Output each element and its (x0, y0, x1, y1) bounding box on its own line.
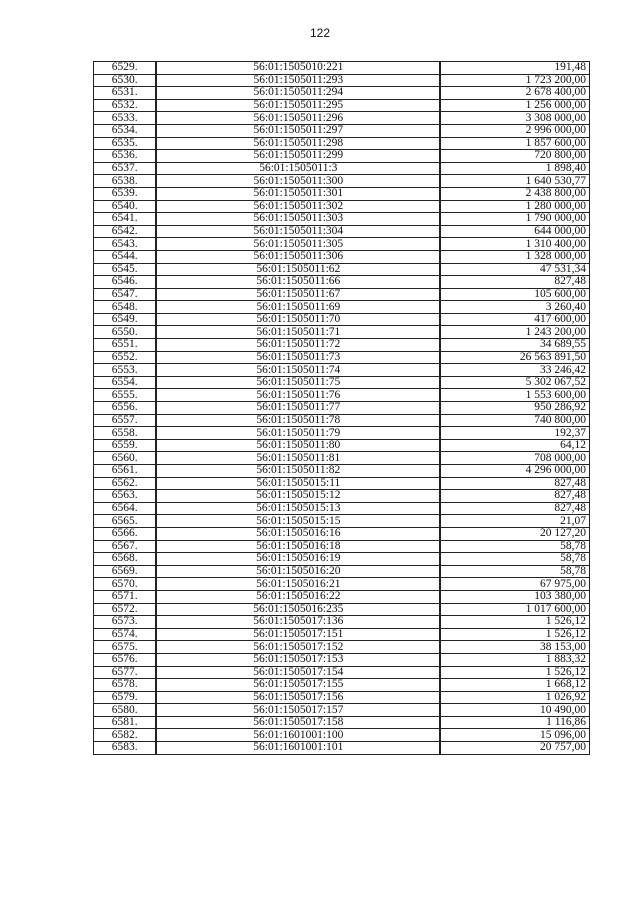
cadastral-number-cell: 56:01:1505011:77 (157, 402, 440, 415)
cadastral-value-cell: 2 678 400,00 (441, 87, 590, 100)
cadastral-number-cell: 56:01:1505011:82 (157, 465, 440, 478)
cadastral-number-cell: 56:01:1505011:74 (157, 364, 440, 377)
cadastral-value-cell: 827,48 (441, 477, 590, 490)
cadastral-value-cell: 58,78 (441, 565, 590, 578)
cadastral-number-cell: 56:01:1505015:13 (157, 502, 440, 515)
cadastral-value-cell: 2 996 000,00 (441, 124, 590, 137)
cadastral-value-cell: 5 302 067,52 (441, 376, 590, 389)
cadastral-number-cell: 56:01:1505017:155 (157, 679, 440, 692)
cadastral-number-cell: 56:01:1505011:300 (157, 175, 440, 188)
cadastral-value-cell: 20 127,20 (441, 527, 590, 540)
cadastral-number-cell: 56:01:1505015:15 (157, 515, 440, 528)
table-row (94, 112, 590, 125)
cadastral-number-cell: 56:01:1505017:158 (157, 716, 440, 729)
table-row (94, 124, 590, 137)
row-number-cell: 6557. (94, 414, 156, 427)
row-number-cell: 6556. (94, 402, 156, 415)
row-number-cell: 6540. (94, 200, 156, 213)
table-row (94, 477, 590, 490)
cadastral-value-cell: 1 857 600,00 (441, 137, 590, 150)
cadastral-number-cell: 56:01:1505017:152 (157, 641, 440, 654)
table-row (94, 427, 590, 440)
cadastral-value-cell: 192,37 (441, 427, 590, 440)
cadastral-number-cell: 56:01:1505017:151 (157, 628, 440, 641)
table-row (94, 716, 590, 729)
cadastral-number-cell: 56:01:1505011:296 (157, 112, 440, 125)
cadastral-number-cell: 56:01:1505017:156 (157, 691, 440, 704)
table-row (94, 187, 590, 200)
row-number-cell: 6567. (94, 540, 156, 553)
table-row (94, 666, 590, 679)
table-row (94, 263, 590, 276)
row-number-cell: 6553. (94, 364, 156, 377)
cadastral-number-cell: 56:01:1505015:11 (157, 477, 440, 490)
cadastral-number-cell: 56:01:1505011:78 (157, 414, 440, 427)
cadastral-value-cell: 1 553 600,00 (441, 389, 590, 402)
table-row (94, 376, 590, 389)
cadastral-number-cell: 56:01:1505017:154 (157, 666, 440, 679)
row-number-cell: 6559. (94, 439, 156, 452)
row-number-cell: 6581. (94, 716, 156, 729)
row-number-cell: 6554. (94, 376, 156, 389)
cadastral-number-cell: 56:01:1505011:80 (157, 439, 440, 452)
cadastral-number-cell: 56:01:1505011:294 (157, 87, 440, 100)
cadastral-value-cell: 64,12 (441, 439, 590, 452)
table-row (94, 99, 590, 112)
row-number-cell: 6582. (94, 729, 156, 742)
row-number-cell: 6536. (94, 150, 156, 163)
cadastral-number-cell: 56:01:1505011:71 (157, 326, 440, 339)
table-row (94, 653, 590, 666)
row-number-cell: 6552. (94, 351, 156, 364)
table-row (94, 313, 590, 326)
cadastral-value-cell: 740 800,00 (441, 414, 590, 427)
row-number-cell: 6561. (94, 465, 156, 478)
table-row (94, 200, 590, 213)
cadastral-value-cell: 1 898,40 (441, 162, 590, 175)
cadastral-number-cell: 56:01:1505016:16 (157, 527, 440, 540)
table-row (94, 578, 590, 591)
cadastral-number-cell: 56:01:1505011:76 (157, 389, 440, 402)
table-row (94, 225, 590, 238)
table-row (94, 603, 590, 616)
table-row (94, 339, 590, 352)
cadastral-number-cell: 56:01:1505016:19 (157, 553, 440, 566)
table-row (94, 679, 590, 692)
cadastral-value-cell: 827,48 (441, 276, 590, 289)
row-number-cell: 6545. (94, 263, 156, 276)
row-number-cell: 6550. (94, 326, 156, 339)
cadastral-number-cell: 56:01:1505011:66 (157, 276, 440, 289)
table-row (94, 540, 590, 553)
cadastral-number-cell: 56:01:1505011:299 (157, 150, 440, 163)
row-number-cell: 6558. (94, 427, 156, 440)
cadastral-value-cell: 1 026,92 (441, 691, 590, 704)
table-row (94, 326, 590, 339)
table-row (94, 628, 590, 641)
cadastral-number-cell: 56:01:1505011:3 (157, 162, 440, 175)
cadastral-value-cell: 708 000,00 (441, 452, 590, 465)
table-row (94, 87, 590, 100)
cadastral-value-cell: 1 723 200,00 (441, 74, 590, 87)
table-row (94, 238, 590, 251)
table-row (94, 162, 590, 175)
row-number-cell: 6575. (94, 641, 156, 654)
cadastral-value-cell: 720 800,00 (441, 150, 590, 163)
cadastral-value-cell: 1 526,12 (441, 616, 590, 629)
cadastral-value-cell: 105 600,00 (441, 288, 590, 301)
table-row (94, 452, 590, 465)
table-row (94, 74, 590, 87)
row-number-cell: 6549. (94, 313, 156, 326)
table-row (94, 691, 590, 704)
table-row (94, 250, 590, 263)
cadastral-value-cell: 1 116,86 (441, 716, 590, 729)
row-number-cell: 6578. (94, 679, 156, 692)
cadastral-number-cell: 56:01:1505011:79 (157, 427, 440, 440)
cadastral-value-cell: 58,78 (441, 553, 590, 566)
cadastral-number-cell: 56:01:1505016:21 (157, 578, 440, 591)
cadastral-number-cell: 56:01:1505011:293 (157, 74, 440, 87)
cadastral-number-cell: 56:01:1505016:235 (157, 603, 440, 616)
cadastral-value-cell: 827,48 (441, 490, 590, 503)
cadastral-value-cell: 10 490,00 (441, 704, 590, 717)
cadastral-number-cell: 56:01:1505011:302 (157, 200, 440, 213)
cadastral-value-cell: 1 668,12 (441, 679, 590, 692)
cadastral-number-cell: 56:01:1505015:12 (157, 490, 440, 503)
cadastral-value-cell: 15 096,00 (441, 729, 590, 742)
table-row (94, 502, 590, 515)
cadastral-number-cell: 56:01:1505011:305 (157, 238, 440, 251)
cadastral-number-cell: 56:01:1505011:298 (157, 137, 440, 150)
table-row (94, 389, 590, 402)
row-number-cell: 6546. (94, 276, 156, 289)
cadastral-value-cell: 3 308 000,00 (441, 112, 590, 125)
cadastral-value-cell: 38 153,00 (441, 641, 590, 654)
row-number-cell: 6542. (94, 225, 156, 238)
row-number-cell: 6551. (94, 339, 156, 352)
row-number-cell: 6539. (94, 187, 156, 200)
row-number-cell: 6570. (94, 578, 156, 591)
table-row (94, 62, 590, 75)
cadastral-value-cell: 33 246,42 (441, 364, 590, 377)
row-number-cell: 6529. (94, 62, 156, 75)
table-row (94, 590, 590, 603)
table-row (94, 351, 590, 364)
row-number-cell: 6577. (94, 666, 156, 679)
table-row (94, 137, 590, 150)
cadastral-number-cell: 56:01:1505017:153 (157, 653, 440, 666)
table-row (94, 515, 590, 528)
cadastral-value-cell: 58,78 (441, 540, 590, 553)
cadastral-value-cell: 1 328 000,00 (441, 250, 590, 263)
cadastral-number-cell: 56:01:1505011:295 (157, 99, 440, 112)
cadastral-value-cell: 47 531,34 (441, 263, 590, 276)
table-row (94, 213, 590, 226)
cadastral-number-cell: 56:01:1505017:136 (157, 616, 440, 629)
cadastral-value-cell: 2 438 800,00 (441, 187, 590, 200)
row-number-cell: 6569. (94, 565, 156, 578)
table-row (94, 150, 590, 163)
row-number-cell: 6560. (94, 452, 156, 465)
cadastral-number-cell: 56:01:1505017:157 (157, 704, 440, 717)
cadastral-number-cell: 56:01:1505016:20 (157, 565, 440, 578)
cadastral-number-cell: 56:01:1601001:100 (157, 729, 440, 742)
cadastral-number-cell: 56:01:1505011:75 (157, 376, 440, 389)
cadastral-value-cell: 417 600,00 (441, 313, 590, 326)
table-row (94, 414, 590, 427)
table-row (94, 565, 590, 578)
cadastral-value-cell: 3 260,40 (441, 301, 590, 314)
row-number-cell: 6564. (94, 502, 156, 515)
cadastral-value-cell: 1 790 000,00 (441, 213, 590, 226)
table-row (94, 641, 590, 654)
cadastral-value-cell: 1 526,12 (441, 666, 590, 679)
cadastral-value-cell: 34 689,55 (441, 339, 590, 352)
row-number-cell: 6534. (94, 124, 156, 137)
cadastral-number-cell: 56:01:1505011:62 (157, 263, 440, 276)
table-row (94, 364, 590, 377)
cadastral-value-cell: 1 256 000,00 (441, 99, 590, 112)
cadastral-number-cell: 56:01:1505011:70 (157, 313, 440, 326)
row-number-cell: 6538. (94, 175, 156, 188)
row-number-cell: 6555. (94, 389, 156, 402)
table-row (94, 729, 590, 742)
row-number-cell: 6565. (94, 515, 156, 528)
cadastral-value-cell: 1 526,12 (441, 628, 590, 641)
row-number-cell: 6579. (94, 691, 156, 704)
cadastral-number-cell: 56:01:1505016:22 (157, 590, 440, 603)
cadastral-number-cell: 56:01:1505011:81 (157, 452, 440, 465)
row-number-cell: 6563. (94, 490, 156, 503)
row-number-cell: 6537. (94, 162, 156, 175)
row-number-cell: 6548. (94, 301, 156, 314)
row-number-cell: 6532. (94, 99, 156, 112)
cadastral-number-cell: 56:01:1505011:304 (157, 225, 440, 238)
row-number-cell: 6571. (94, 590, 156, 603)
cadastral-number-cell: 56:01:1505011:306 (157, 250, 440, 263)
row-number-cell: 6576. (94, 653, 156, 666)
row-number-cell: 6566. (94, 527, 156, 540)
cadastral-value-cell: 950 286,92 (441, 402, 590, 415)
cadastral-value-cell: 67 975,00 (441, 578, 590, 591)
cadastral-value-table (93, 61, 590, 755)
row-number-cell: 6544. (94, 250, 156, 263)
table-row (94, 288, 590, 301)
cadastral-number-cell: 56:01:1505016:18 (157, 540, 440, 553)
row-number-cell: 6533. (94, 112, 156, 125)
table-row (94, 276, 590, 289)
row-number-cell: 6541. (94, 213, 156, 226)
cadastral-value-cell: 827,48 (441, 502, 590, 515)
table-row (94, 439, 590, 452)
cadastral-value-cell: 644 000,00 (441, 225, 590, 238)
table-row (94, 704, 590, 717)
row-number-cell: 6535. (94, 137, 156, 150)
cadastral-value-cell: 1 883,32 (441, 653, 590, 666)
cadastral-value-cell: 4 296 000,00 (441, 465, 590, 478)
table-row (94, 175, 590, 188)
cadastral-number-cell: 56:01:1601001:101 (157, 742, 440, 755)
cadastral-value-cell: 1 243 200,00 (441, 326, 590, 339)
row-number-cell: 6573. (94, 616, 156, 629)
row-number-cell: 6572. (94, 603, 156, 616)
table-row (94, 465, 590, 478)
cadastral-number-cell: 56:01:1505011:72 (157, 339, 440, 352)
cadastral-number-cell: 56:01:1505011:303 (157, 213, 440, 226)
cadastral-value-cell: 103 380,00 (441, 590, 590, 603)
table-row (94, 553, 590, 566)
cadastral-value-cell: 1 310 400,00 (441, 238, 590, 251)
row-number-cell: 6574. (94, 628, 156, 641)
cadastral-number-cell: 56:01:1505011:67 (157, 288, 440, 301)
cadastral-number-cell: 56:01:1505011:301 (157, 187, 440, 200)
row-number-cell: 6583. (94, 742, 156, 755)
table-row (94, 527, 590, 540)
table-row (94, 301, 590, 314)
cadastral-value-cell: 1 017 600,00 (441, 603, 590, 616)
page-number: 122 (309, 26, 331, 40)
table-row (94, 490, 590, 503)
row-number-cell: 6568. (94, 553, 156, 566)
cadastral-number-cell: 56:01:1505010:221 (157, 62, 440, 75)
cadastral-number-cell: 56:01:1505011:297 (157, 124, 440, 137)
table-body (94, 62, 590, 755)
cadastral-value-cell: 1 280 000,00 (441, 200, 590, 213)
cadastral-value-cell: 26 563 891,50 (441, 351, 590, 364)
table-row (94, 616, 590, 629)
cadastral-number-cell: 56:01:1505011:73 (157, 351, 440, 364)
table-row (94, 742, 590, 755)
cadastral-number-cell: 56:01:1505011:69 (157, 301, 440, 314)
row-number-cell: 6530. (94, 74, 156, 87)
row-number-cell: 6531. (94, 87, 156, 100)
table-row (94, 402, 590, 415)
cadastral-value-cell: 21,07 (441, 515, 590, 528)
row-number-cell: 6547. (94, 288, 156, 301)
cadastral-value-cell: 191,48 (441, 62, 590, 75)
cadastral-value-cell: 20 757,00 (441, 742, 590, 755)
cadastral-value-cell: 1 640 530,77 (441, 175, 590, 188)
row-number-cell: 6580. (94, 704, 156, 717)
row-number-cell: 6543. (94, 238, 156, 251)
row-number-cell: 6562. (94, 477, 156, 490)
